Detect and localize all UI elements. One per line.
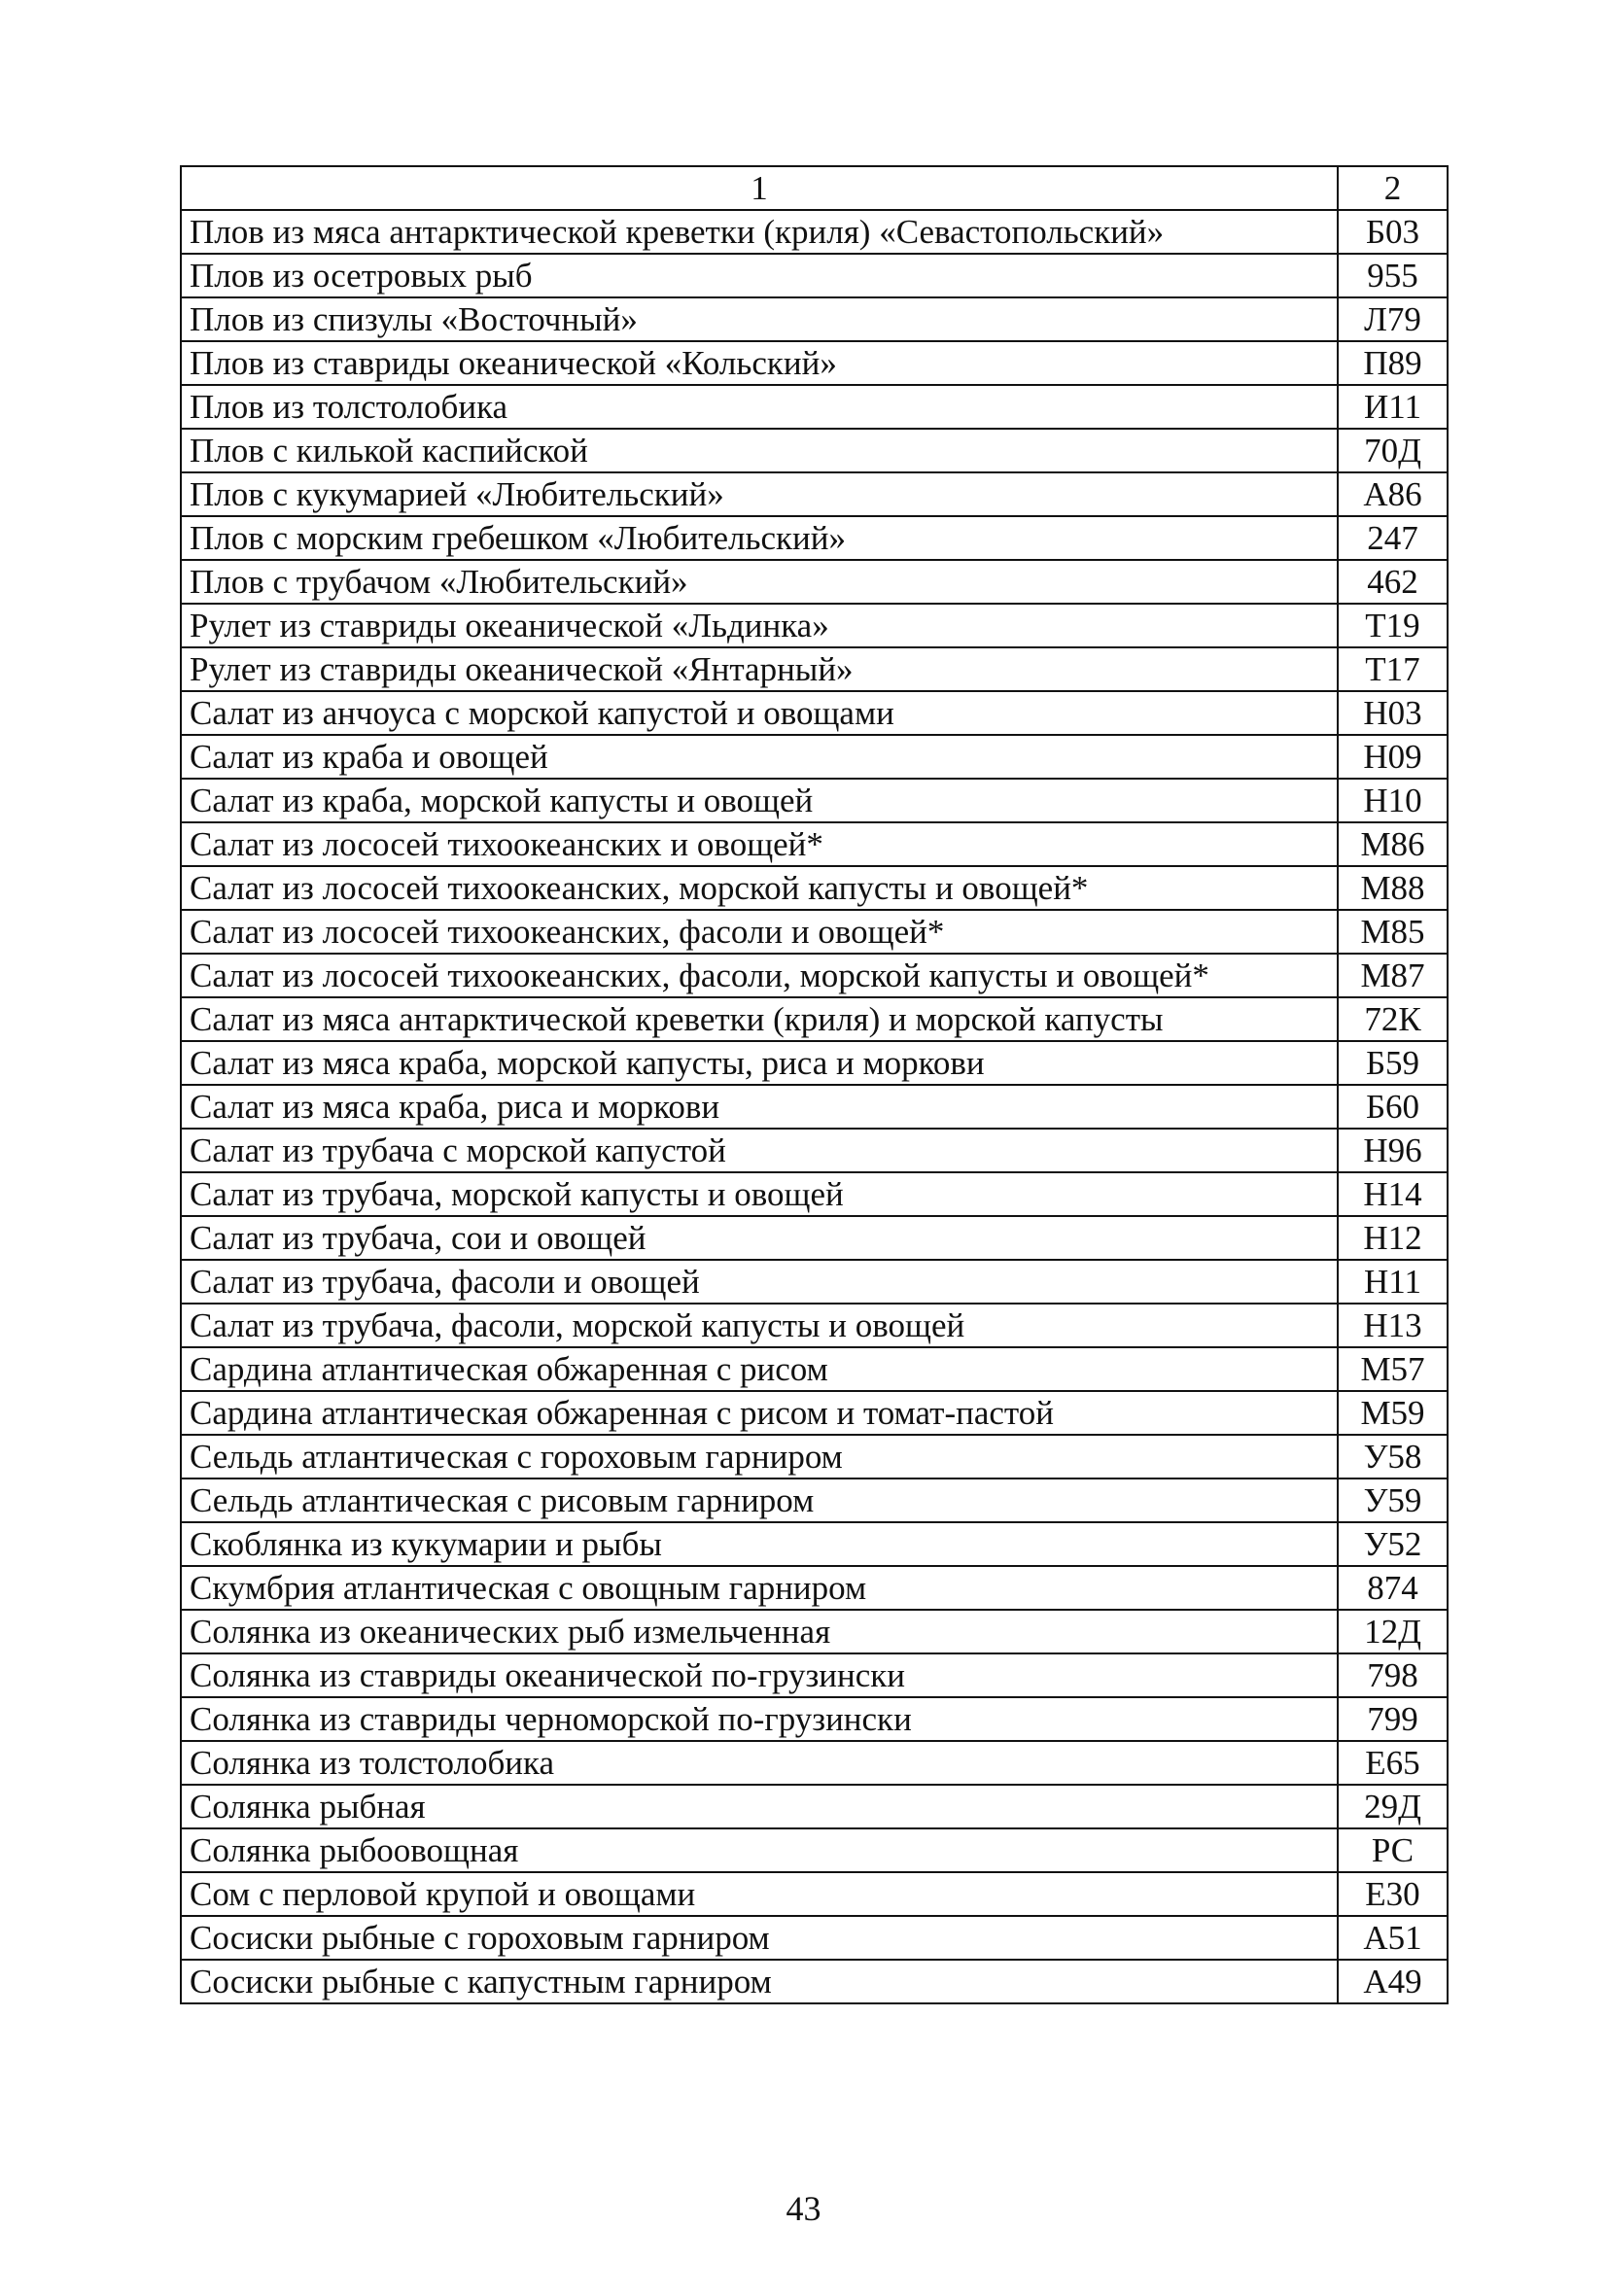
table-row	[181, 1697, 1448, 1741]
table-row	[181, 1478, 1448, 1522]
product-name-cell: Солянка из океанических рыб измельченная	[181, 1610, 1338, 1653]
product-code-cell: Е30	[1338, 1872, 1448, 1916]
product-name-cell: Салат из лососей тихоокеанских, фасоли и овощей*	[181, 910, 1338, 954]
product-name-cell: Салат из трубача, фасоли и овощей	[181, 1260, 1338, 1304]
product-name-cell: Салат из лососей тихоокеанских и овощей*	[181, 822, 1338, 866]
page-number: 43	[786, 2189, 821, 2228]
product-code-cell: Н03	[1338, 691, 1448, 735]
product-name-cell: Салат из мяса краба, морской капусты, риса и моркови	[181, 1041, 1338, 1085]
header-column-1: 1	[181, 166, 1338, 210]
product-code-cell: М86	[1338, 822, 1448, 866]
table-row	[181, 560, 1448, 604]
product-name-cell: Плов из спизулы «Восточный»	[181, 297, 1338, 341]
product-name-cell: Салат из трубача с морской капустой	[181, 1129, 1338, 1172]
table-row	[181, 341, 1448, 385]
product-name-cell: Плов с килькой каспийской	[181, 429, 1338, 472]
product-name-cell: Салат из трубача, фасоли, морской капусты и овощей	[181, 1304, 1338, 1347]
product-name-cell: Плов из толстолобика	[181, 385, 1338, 429]
product-name-cell: Салат из трубача, морской капусты и овощей	[181, 1172, 1338, 1216]
product-name-cell: Салат из мяса антарктической креветки (криля) и морской капусты	[181, 997, 1338, 1041]
product-name-cell: Солянка из толстолобика	[181, 1741, 1338, 1785]
table-body	[181, 210, 1448, 2003]
product-name-cell: Салат из лососей тихоокеанских, фасоли, морской капусты и овощей*	[181, 954, 1338, 997]
product-name-cell: Салат из лососей тихоокеанских, морской капусты и овощей*	[181, 866, 1338, 910]
product-code-cell: Н14	[1338, 1172, 1448, 1216]
product-code-cell: Н12	[1338, 1216, 1448, 1260]
table-row	[181, 1304, 1448, 1347]
product-name-cell: Салат из мяса краба, риса и моркови	[181, 1085, 1338, 1129]
product-code-cell: 247	[1338, 516, 1448, 560]
product-code-cell: Н96	[1338, 1129, 1448, 1172]
table-row	[181, 1522, 1448, 1566]
product-code-cell: Н10	[1338, 779, 1448, 822]
product-name-cell: Рулет из ставриды океанической «Льдинка»	[181, 604, 1338, 647]
table-row	[181, 866, 1448, 910]
table-row	[181, 1785, 1448, 1828]
table-row	[181, 1435, 1448, 1478]
table-row	[181, 1391, 1448, 1435]
product-code-cell: Б60	[1338, 1085, 1448, 1129]
product-name-cell: Сельдь атлантическая с рисовым гарниром	[181, 1478, 1338, 1522]
product-code-cell: Т17	[1338, 647, 1448, 691]
product-code-cell: Е65	[1338, 1741, 1448, 1785]
table-row	[181, 910, 1448, 954]
table-row	[181, 1653, 1448, 1697]
product-code-cell: А51	[1338, 1916, 1448, 1960]
product-code-cell: П89	[1338, 341, 1448, 385]
table-row	[181, 1260, 1448, 1304]
product-code-cell: М57	[1338, 1347, 1448, 1391]
table-row	[181, 1129, 1448, 1172]
table-row	[181, 1872, 1448, 1916]
table-row	[181, 779, 1448, 822]
product-code-cell: 70Д	[1338, 429, 1448, 472]
product-name-cell: Рулет из ставриды океанической «Янтарный»	[181, 647, 1338, 691]
product-code-cell: 799	[1338, 1697, 1448, 1741]
product-name-cell: Сом с перловой крупой и овощами	[181, 1872, 1338, 1916]
product-code-cell: Н11	[1338, 1260, 1448, 1304]
table-row	[181, 1916, 1448, 1960]
product-code-cell: М85	[1338, 910, 1448, 954]
table-row	[181, 516, 1448, 560]
header-column-2: 2	[1338, 166, 1448, 210]
product-code-cell: А49	[1338, 1960, 1448, 2003]
table-row	[181, 647, 1448, 691]
product-name-cell: Салат из трубача, сои и овощей	[181, 1216, 1338, 1260]
product-name-cell: Плов из осетровых рыб	[181, 254, 1338, 297]
table-row	[181, 1216, 1448, 1260]
product-name-cell: Скумбрия атлантическая с овощным гарниром	[181, 1566, 1338, 1610]
table-row	[181, 385, 1448, 429]
product-code-cell: 874	[1338, 1566, 1448, 1610]
product-code-cell: А86	[1338, 472, 1448, 516]
table-row	[181, 1566, 1448, 1610]
product-code-cell: И11	[1338, 385, 1448, 429]
product-code-cell: У59	[1338, 1478, 1448, 1522]
table-row	[181, 1347, 1448, 1391]
product-code-cell: У52	[1338, 1522, 1448, 1566]
table-row	[181, 1172, 1448, 1216]
product-code-cell: Т19	[1338, 604, 1448, 647]
product-name-cell: Салат из анчоуса с морской капустой и овощами	[181, 691, 1338, 735]
table-row	[181, 954, 1448, 997]
product-name-cell: Сардина атлантическая обжаренная с рисом	[181, 1347, 1338, 1391]
table-row	[181, 297, 1448, 341]
table-row	[181, 822, 1448, 866]
product-code-cell: 72К	[1338, 997, 1448, 1041]
product-name-cell: Сардина атлантическая обжаренная с рисом и томат-пастой	[181, 1391, 1338, 1435]
product-name-cell: Сосиски рыбные с гороховым гарниром	[181, 1916, 1338, 1960]
product-name-cell: Солянка рыбоовощная	[181, 1828, 1338, 1872]
product-code-cell: М87	[1338, 954, 1448, 997]
product-name-cell: Салат из краба и овощей	[181, 735, 1338, 779]
product-code-cell: Н09	[1338, 735, 1448, 779]
product-code-cell: Н13	[1338, 1304, 1448, 1347]
product-name-cell: Плов из ставриды океанической «Кольский»	[181, 341, 1338, 385]
product-name-cell: Сосиски рыбные с капустным гарниром	[181, 1960, 1338, 2003]
product-code-cell: У58	[1338, 1435, 1448, 1478]
product-code-cell: 955	[1338, 254, 1448, 297]
table-row	[181, 472, 1448, 516]
table-row	[181, 1610, 1448, 1653]
product-code-cell: М59	[1338, 1391, 1448, 1435]
table-row	[181, 210, 1448, 254]
product-name-cell: Сельдь атлантическая с гороховым гарниром	[181, 1435, 1338, 1478]
table-row	[181, 604, 1448, 647]
product-name-cell: Солянка из ставриды океанической по-грузински	[181, 1653, 1338, 1697]
product-code-cell: 12Д	[1338, 1610, 1448, 1653]
product-name-cell: Плов с морским гребешком «Любительский»	[181, 516, 1338, 560]
table-row	[181, 1828, 1448, 1872]
table-row	[181, 691, 1448, 735]
product-name-cell: Солянка рыбная	[181, 1785, 1338, 1828]
product-name-cell: Плов с трубачом «Любительский»	[181, 560, 1338, 604]
product-code-cell: М88	[1338, 866, 1448, 910]
product-code-cell: Б59	[1338, 1041, 1448, 1085]
table-header-row	[181, 166, 1448, 210]
products-table	[180, 165, 1449, 2004]
table-row	[181, 735, 1448, 779]
product-code-cell: 462	[1338, 560, 1448, 604]
product-code-cell: Б03	[1338, 210, 1448, 254]
product-name-cell: Плов с кукумарией «Любительский»	[181, 472, 1338, 516]
table-row	[181, 1960, 1448, 2003]
table-row	[181, 997, 1448, 1041]
product-name-cell: Солянка из ставриды черноморской по-грузински	[181, 1697, 1338, 1741]
product-code-cell: 798	[1338, 1653, 1448, 1697]
product-code-cell: 29Д	[1338, 1785, 1448, 1828]
table-row	[181, 1041, 1448, 1085]
product-code-cell: Л79	[1338, 297, 1448, 341]
table-row	[181, 429, 1448, 472]
product-code-cell: РС	[1338, 1828, 1448, 1872]
product-name-cell: Салат из краба, морской капусты и овощей	[181, 779, 1338, 822]
table-row	[181, 1741, 1448, 1785]
product-name-cell: Скоблянка из кукумарии и рыбы	[181, 1522, 1338, 1566]
table-row	[181, 254, 1448, 297]
table-row	[181, 1085, 1448, 1129]
product-name-cell: Плов из мяса антарктической креветки (криля) «Севастопольский»	[181, 210, 1338, 254]
